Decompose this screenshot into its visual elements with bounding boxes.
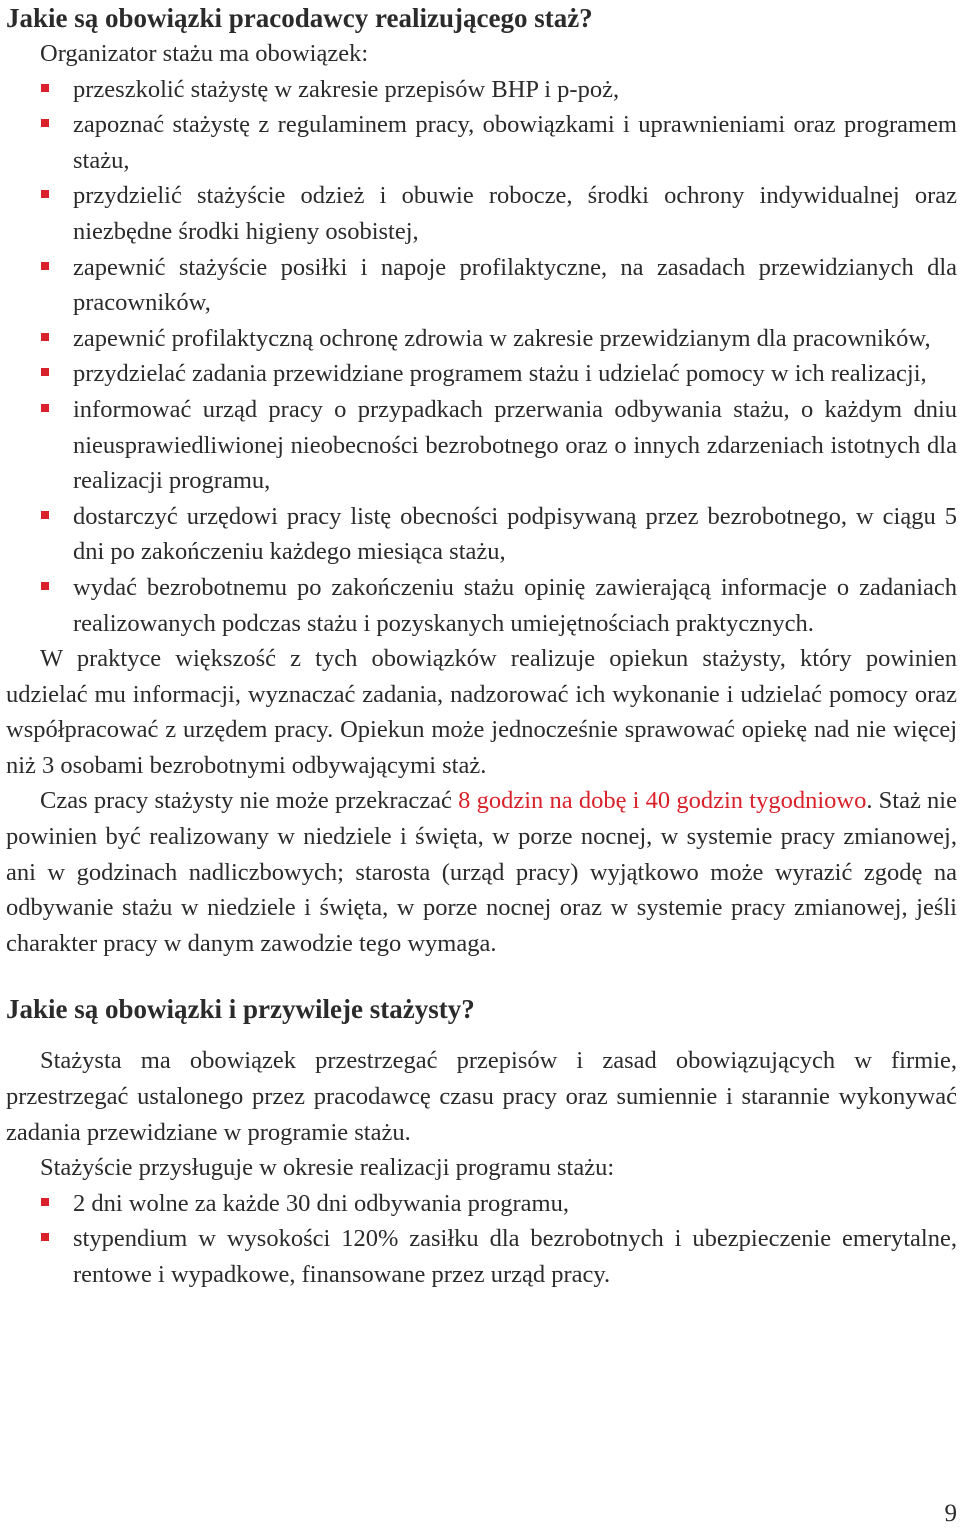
intern-privileges-intro: Stażyście przysługuje w okresie realizacji programu stażu: — [40, 1154, 615, 1182]
square-bullet-icon — [41, 582, 49, 590]
square-bullet-icon — [41, 1198, 49, 1206]
list-item: zapewnić profilaktyczną ochronę zdrowia w zakresie przewidzianym dla pracowników, — [73, 321, 957, 357]
list-item: dostarczyć urzędowi pracy listę obecności podpisywaną przez bezrobotnego, w ciągu 5 dni po zakończeniu każdego miesiąca stażu, — [73, 499, 957, 570]
intern-duties-paragraph: Stażysta ma obowiązek przestrzegać przepisów i zasad obowiązujących w firmie, przestrzegać ustalonego przez pracodawcę czasu pracy oraz sumiennie i starannie wykonywać zadania przewidziane w programie stażu. — [6, 1047, 957, 1146]
square-bullet-icon — [41, 1233, 49, 1241]
list-item: przydzielić stażyście odzież i obuwie robocze, środki ochrony indywidualnej oraz niezbędne środki higieny osobistej, — [73, 178, 957, 249]
list-item: stypendium w wysokości 120% zasiłku dla bezrobotnych i ubezpieczenie emerytalne, rentowe i wypadkowe, finansowane przez urząd pracy. — [73, 1221, 957, 1292]
list-item: 2 dni wolne za każde 30 dni odbywania programu, — [73, 1186, 957, 1222]
square-bullet-icon — [41, 511, 49, 519]
list-item: zapewnić stażyście posiłki i napoje profilaktyczne, na zasadach przewidzianych dla pracowników, — [73, 250, 957, 321]
working-time-limit-highlight: 8 godzin na dobę i 40 godzin tygodniowo — [458, 787, 867, 815]
square-bullet-icon — [41, 333, 49, 341]
mentor-paragraph: W praktyce większość z tych obowiązków realizuje opiekun stażysty, który powinien udzielać mu informacji, wyznaczać zadania, nadzorować ich wykonanie i udzielać pomocy oraz współpracować z urzędem pracy. Opiekun może jednocześnie sprawować opiekę nad nie więcej niż 3 osobami bezrobotnymi odbywającymi staż. — [6, 645, 957, 779]
square-bullet-icon — [41, 262, 49, 270]
square-bullet-icon — [41, 84, 49, 92]
square-bullet-icon — [41, 368, 49, 376]
employer-duties-intro: Organizator stażu ma obowiązek: — [40, 40, 369, 67]
list-item: zapoznać stażystę z regulaminem pracy, obowiązkami i uprawnieniami oraz programem stażu, — [73, 107, 957, 178]
list-item: przeszkolić stażystę w zakresie przepisów BHP i p-poż, — [73, 72, 957, 108]
document-page — [6, 0, 957, 1293]
page-number: 9 — [944, 1500, 957, 1527]
list-item: wydać bezrobotnemu po zakończeniu stażu opinię zawierającą informacje o zadaniach realizowanych podczas stażu i pozyskanych umiejętnościach praktycznych. — [73, 570, 957, 641]
square-bullet-icon — [41, 190, 49, 198]
working-time-paragraph: Czas pracy stażysty nie może przekraczać 8 godzin na dobę i 40 godzin tygodniowo. Staż nie powinien być realizowany w niedziele i święta, w porze nocnej, w systemie pracy zmianowej, ani w godzinach nadliczbowych; starosta (urząd pracy) wyjątkowo może wyrazić zgodę na odbywanie stażu w niedziele i święta, w porze nocnej oraz w systemie pracy zmianowej, jeśli charakter pracy w danym zawodzie tego wymaga. — [6, 787, 957, 957]
square-bullet-icon — [41, 404, 49, 412]
section-heading-intern-duties: Jakie są obowiązki i przywileje stażysty? — [6, 994, 475, 1025]
section-heading-employer-duties: Jakie są obowiązki pracodawcy realizującego staż? — [6, 3, 593, 33]
intern-privileges-list — [6, 1186, 957, 1293]
employer-duties-list — [6, 72, 957, 642]
list-item: przydzielać zadania przewidziane programem stażu i udzielać pomocy w ich realizacji, — [73, 356, 957, 392]
square-bullet-icon — [41, 119, 49, 127]
list-item: informować urząd pracy o przypadkach przerwania odbywania stażu, o każdym dniu nieusprawiedliwionej nieobecności bezrobotnego oraz o innych zdarzeniach istotnych dla realizacji programu, — [73, 392, 957, 499]
